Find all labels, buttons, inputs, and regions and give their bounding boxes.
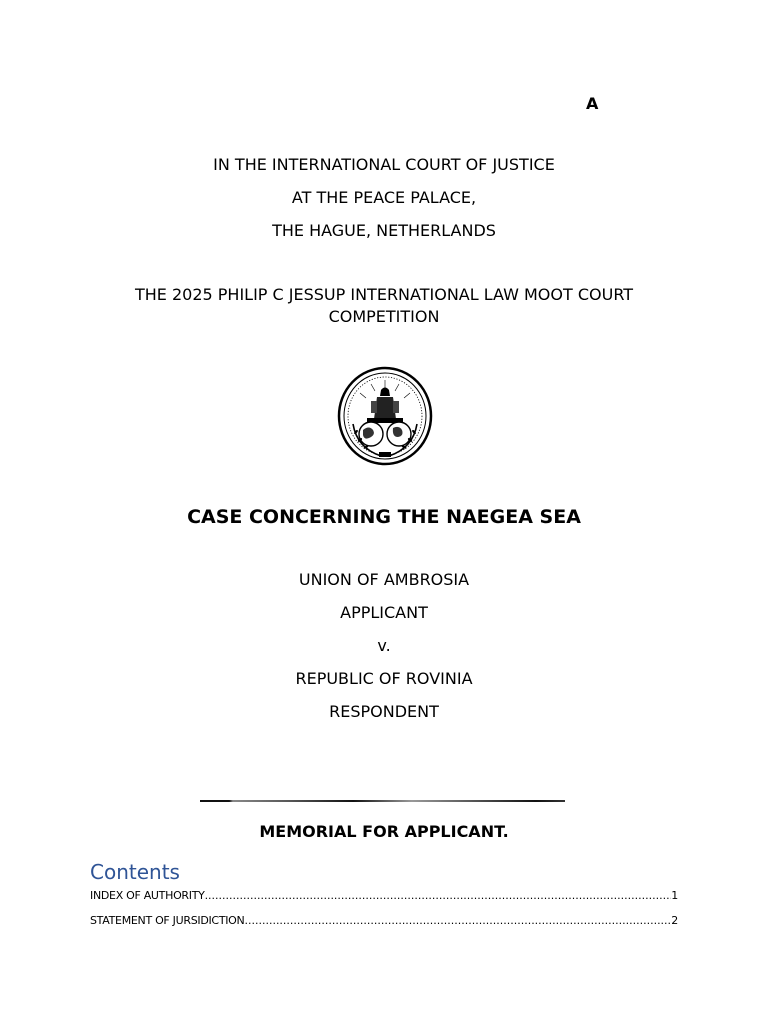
toc-entry[interactable] xyxy=(90,914,678,928)
court-location-line: AT THE PEACE PALACE, xyxy=(291,188,477,207)
toc-entry[interactable] xyxy=(90,889,678,903)
toc-entry-label: INDEX OF AUTHORITY xyxy=(90,889,205,902)
toc-entry-page: 2 xyxy=(671,914,678,927)
toc-entry-label: STATEMENT OF JURSIDICTION xyxy=(90,914,245,927)
applicant-name: UNION OF AMBROSIA xyxy=(298,570,470,589)
divider-line xyxy=(200,800,565,802)
competition-title: THE 2025 PHILIP C JESSUP INTERNATIONAL LAW MOOT COURT COMPETITION xyxy=(134,285,634,326)
toc-entry-page: 1 xyxy=(671,889,678,902)
memorial-title: MEMORIAL FOR APPLICANT. xyxy=(259,822,509,841)
case-title: CASE CONCERNING THE NAEGEA SEA xyxy=(187,506,581,528)
versus-text: v. xyxy=(377,636,391,655)
respondent-name: REPUBLIC OF ROVINIA xyxy=(295,669,473,688)
contents-heading: Contents xyxy=(90,860,180,884)
icj-seal-icon xyxy=(337,366,433,466)
respondent-role: RESPONDENT xyxy=(329,702,439,721)
toc-leader-dots xyxy=(244,914,671,928)
toc-leader-dots xyxy=(205,889,672,903)
court-city-line: THE HAGUE, NETHERLANDS xyxy=(272,221,496,240)
applicant-role: APPLICANT xyxy=(340,603,428,622)
court-name-line: IN THE INTERNATIONAL COURT OF JUSTICE xyxy=(213,155,555,174)
team-code: A xyxy=(586,94,599,113)
